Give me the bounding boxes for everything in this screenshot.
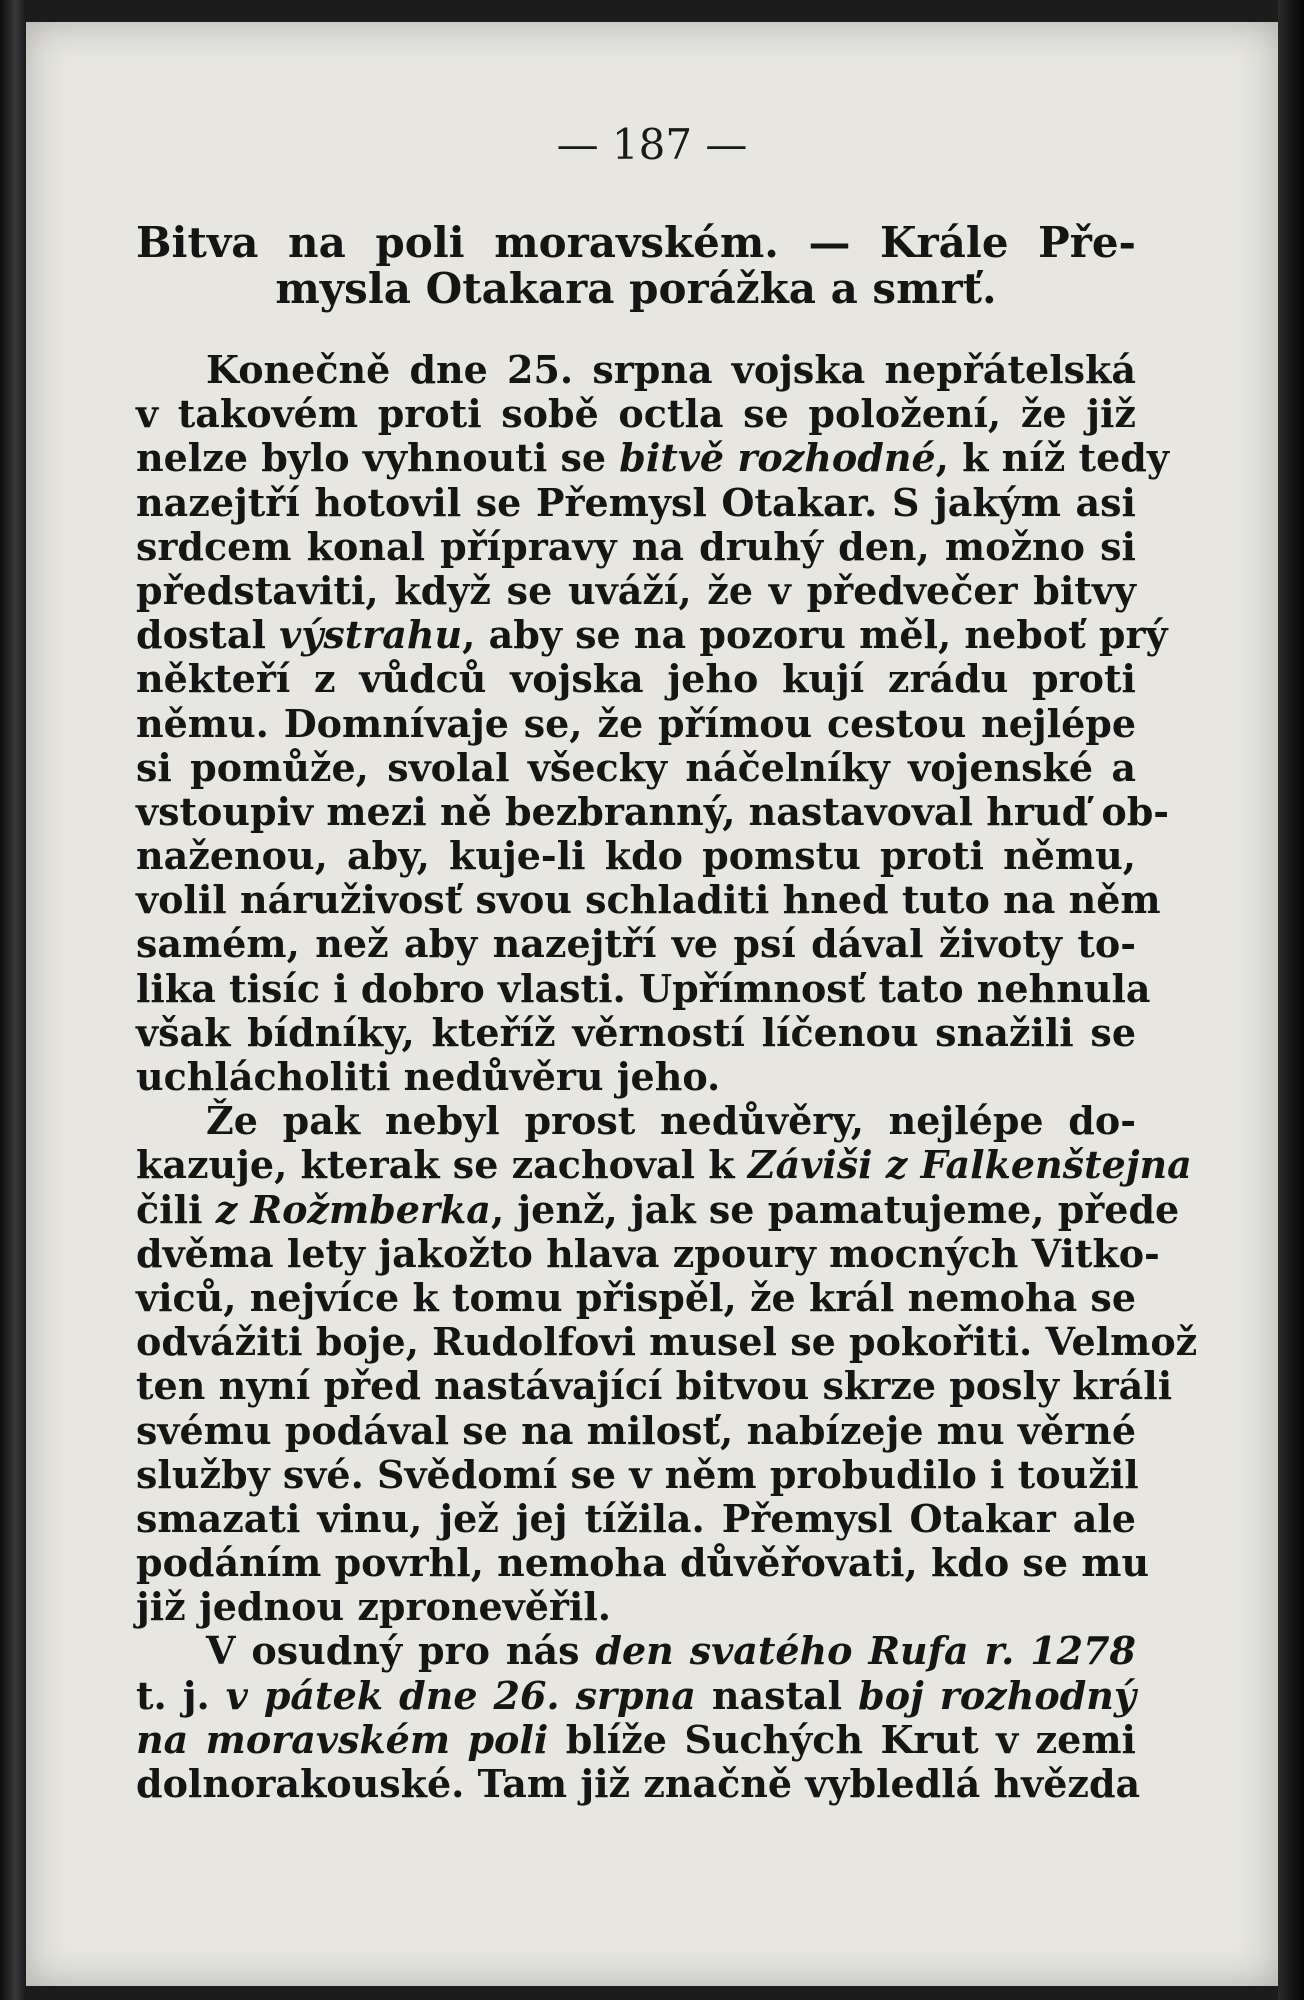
text-line <box>136 1230 1160 1276</box>
text-line <box>136 657 1136 701</box>
text-line <box>136 877 1161 923</box>
text-line <box>136 569 1136 613</box>
text-segment: viců, nejvíce k tomu přispěl, že král nemoha se <box>136 1274 1136 1320</box>
italic-emphasis: z Rožmberka <box>215 1186 491 1232</box>
text-line <box>136 481 1136 525</box>
text-segment: volil náruživosť svou schladiti hned tuto na něm <box>136 877 1161 923</box>
text-line <box>136 1319 1198 1365</box>
text-segment: Konečně dne 25. srpna vojska nepřátelská <box>206 347 1136 392</box>
italic-emphasis: boj rozhodný <box>858 1672 1136 1718</box>
text-segment: V osudný pro nás <box>206 1628 596 1674</box>
text-segment: ten nyní před nastávající bitvou skrze posly králi <box>136 1363 1173 1409</box>
text-line <box>136 435 1169 481</box>
text-line <box>136 1276 1136 1320</box>
text-segment: , aby se na pozoru měl, neboť prý <box>462 612 1168 658</box>
chapter-title <box>136 220 1136 312</box>
text-segment: , k níž tedy <box>935 435 1169 481</box>
text-segment: nastal <box>695 1672 859 1718</box>
text-line <box>136 348 1136 392</box>
text-segment: lika tisíc i dobro vlasti. Upřímnosť tato nehnula <box>136 965 1151 1011</box>
text-segment: nazejtří hotovil se Přemysl Otakar. S jakým asi <box>136 479 1136 525</box>
text-line <box>136 1409 1136 1453</box>
italic-emphasis: den svatého Rufa r. 1278 <box>595 1628 1136 1674</box>
text-segment: kazuje, kterak se zachoval k <box>136 1142 748 1188</box>
text-line <box>136 1761 1141 1806</box>
text-line <box>136 1718 1136 1762</box>
text-block <box>136 218 1198 1806</box>
text-segment: podáním povrhl, nemoha důvěřovati, kdo se mu <box>136 1540 1150 1586</box>
text-line <box>136 1186 1180 1232</box>
page-number: — 187 — <box>556 120 748 169</box>
text-line <box>136 1451 1139 1497</box>
text-segment: odvážiti boje, Rudolfovi musel se pokořiti. Velmož <box>136 1319 1198 1365</box>
italic-emphasis: výstrahu <box>279 612 463 658</box>
text-line <box>136 612 1168 658</box>
text-segment: si pomůže, svolal všecky náčelníky vojenské a <box>136 744 1136 790</box>
text-segment: představiti, když se uváží, že v předvečer bitvy <box>136 567 1136 613</box>
text-line <box>136 1142 1192 1188</box>
text-line <box>136 1363 1173 1409</box>
text-segment: v takovém proti sobě octla se položení, že již <box>136 391 1136 437</box>
text-line <box>136 1674 1136 1718</box>
text-segment: , jenž, jak se pamatujeme, přede <box>490 1186 1180 1232</box>
body-text <box>136 347 1198 1806</box>
text-segment: služby své. Svědomí se v něm probudilo i toužil <box>136 1451 1139 1497</box>
italic-emphasis: na moravském poli <box>136 1716 549 1762</box>
text-line <box>136 1099 1136 1143</box>
text-segment: srdcem konal přípravy na druhý den, možno si <box>136 523 1136 569</box>
text-segment: uchlácholiti nedůvěru jeho. <box>136 1054 721 1099</box>
text-line <box>136 1585 1136 1629</box>
text-line <box>136 1540 1150 1586</box>
text-segment: němu. Domnívaje se, že přímou cestou nejlépe <box>136 700 1136 746</box>
text-line <box>136 834 1136 878</box>
text-line <box>136 965 1151 1011</box>
chapter-title-line: mysla Otakara porážka a smrť. <box>275 264 997 313</box>
text-segment: smazati vinu, jež jej tížila. Přemysl Otakar ale <box>136 1495 1136 1541</box>
text-segment: t. j. <box>136 1672 226 1718</box>
text-segment: dvěma lety jakožto hlava zpoury mocných Vitko- <box>136 1230 1160 1276</box>
text-line <box>136 788 1170 834</box>
text-segment: čili <box>136 1186 216 1232</box>
text-segment: nelze bylo vyhnouti se <box>136 435 620 481</box>
text-line <box>136 1629 1136 1673</box>
text-segment: blíže Suchých Krut v zemi <box>548 1716 1136 1762</box>
italic-emphasis: bitvě rozhodné <box>619 435 936 481</box>
book-page <box>26 22 1278 1986</box>
text-line <box>136 746 1136 790</box>
chapter-title-line: Bitva na poli moravském. — Krále Pře- <box>136 218 1136 267</box>
text-segment: však bídníky, kteříž věrností líčenou snažili se <box>136 1009 1136 1055</box>
text-line <box>136 922 1136 966</box>
text-segment: svému podával se na milosť, nabízeje mu věrné <box>136 1407 1136 1453</box>
page-edge-shadow <box>1278 0 1304 2000</box>
text-line <box>136 525 1136 569</box>
text-segment: samém, než aby nazejtří ve psí dával životy to- <box>136 921 1136 967</box>
text-segment: někteří z vůdců vojska jeho kují zrádu proti <box>136 656 1136 702</box>
text-segment: naženou, aby, kuje-li kdo pomstu proti němu, <box>136 833 1136 879</box>
italic-emphasis: v pátek dne 26. srpna <box>225 1672 696 1718</box>
text-segment: již jednou zpronevěřil. <box>136 1584 612 1630</box>
text-segment: dolnorakouské. Tam již značně vybledlá hvězda <box>136 1761 1141 1806</box>
text-line <box>136 1055 1136 1099</box>
text-line <box>136 392 1136 436</box>
text-line <box>136 1497 1136 1541</box>
text-line <box>136 1011 1136 1055</box>
text-line <box>136 702 1136 746</box>
book-spine-shadow <box>0 0 26 2000</box>
italic-emphasis: Záviši z Falkenštejna <box>747 1142 1192 1188</box>
text-segment: dostal <box>136 612 280 658</box>
text-segment: vstoupiv mezi ně bezbranný, nastavoval hruď ob- <box>136 788 1170 834</box>
text-segment: Že pak nebyl prost nedůvěry, nejlépe do- <box>206 1098 1136 1144</box>
